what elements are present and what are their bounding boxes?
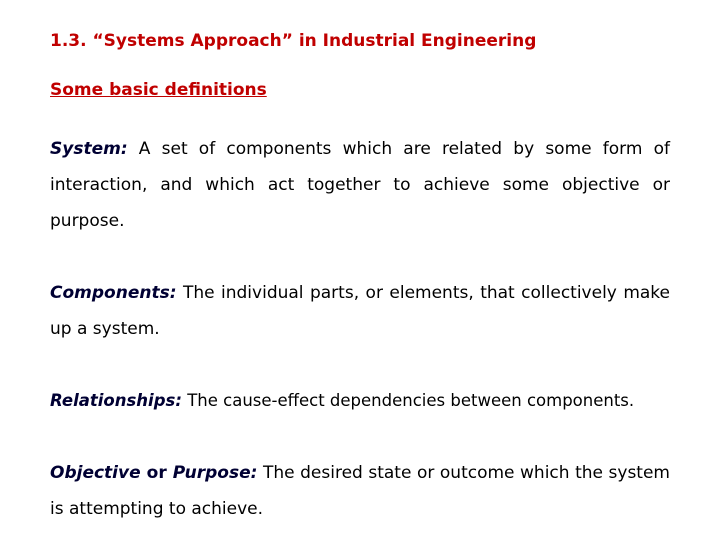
term-relationships: Relationships: bbox=[50, 391, 182, 410]
term-objective: Objective bbox=[50, 463, 141, 483]
definition-system bbox=[50, 131, 670, 239]
definition-system-text: A set of components which are related by some form of interaction, and which act together to achieve some objective or purpose. bbox=[50, 139, 670, 231]
definition-relationships bbox=[50, 383, 670, 419]
section-heading: 1.3. “Systems Approach” in Industrial Engineering bbox=[50, 31, 537, 51]
definition-components-text: The individual parts, or elements, that collectively make up a system. bbox=[50, 283, 670, 339]
definition-components bbox=[50, 275, 670, 347]
subheading: Some basic definitions bbox=[50, 80, 267, 100]
definition-objective-text: The desired state or outcome which the system is attempting to achieve. bbox=[50, 463, 670, 519]
definition-objective bbox=[50, 455, 670, 527]
definition-relationships-text: The cause-effect dependencies between components. bbox=[181, 391, 635, 410]
term-components: Components: bbox=[50, 283, 177, 303]
term-system: System: bbox=[50, 139, 128, 159]
term-conjunction: or bbox=[140, 463, 173, 483]
term-purpose: Purpose: bbox=[172, 463, 258, 483]
